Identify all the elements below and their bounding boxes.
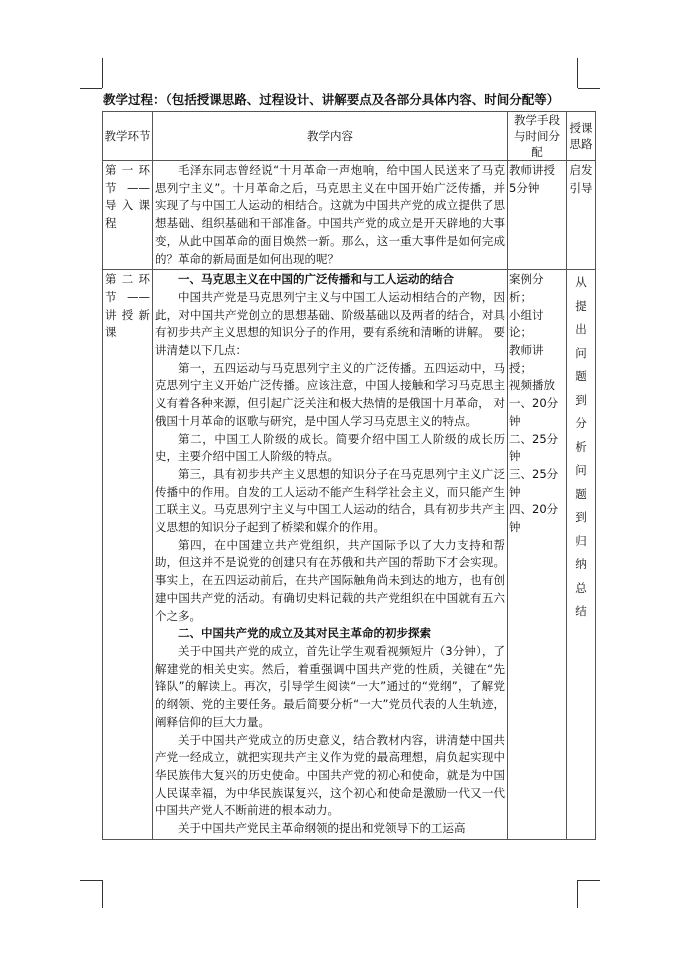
content-paragraph: 中国共产党是马克思列宁主义与中国工人运动相结合的产物，因此，对中国共产党创立的思想基础、阶级基础以及两者的结合，对具有初步共产主义思想的知识分子的作用，要有系统和清晰的讲解。 要讲清楚以下几点： (155, 289, 505, 358)
crop-mark-top-right-v (577, 58, 578, 88)
header-means: 教学手段与时间分配 (508, 112, 567, 161)
header-content: 教学内容 (153, 112, 508, 161)
content-subheading: 二、中国共产党的成立及其对民主革命的初步探索 (178, 626, 431, 641)
means-cell (508, 270, 567, 840)
content-paragraph: 毛泽东同志曾经说“十月革命一声炮响，给中国人民送来了马克思列宁主义”。十月革命之后，马克思主义在中国开始广泛传播，并实现了与中国工人运动的相结合。这就为中国共产党的成立提供了思想基础、组织基础和干部准备。中国共产党的成立是开天辟地的大事变，从此中国革命的面目焕然一新。那么，这一重大事件是如何完成的？革命的新局面是如何出现的呢？ (155, 163, 505, 266)
means-line: 教师讲授 (509, 163, 555, 177)
crop-mark-bottom-left-v (102, 880, 103, 908)
content-paragraph: 第二，中国工人阶级的成长。简要介绍中国工人阶级的成长历史，主要介绍中国工人阶级的特点。 (155, 431, 505, 464)
idea-text: 从提出问题到分析问题到归纳总结 (575, 275, 587, 619)
means-line: 一、20分钟 (509, 396, 559, 428)
content-cell (153, 161, 508, 270)
crop-mark-top-left-v (102, 58, 103, 88)
means-line: 小组讨论； (509, 307, 544, 340)
content-paragraph: 关于中国共产党民主革命纲领的提出和党领导下的工运高 (178, 821, 466, 836)
crop-mark-top-left-h (80, 88, 102, 89)
content-cell (153, 270, 508, 840)
means-cell (508, 161, 567, 270)
stage-cell: 第一环节——导入课程 (103, 161, 153, 270)
idea-text: 启发引导 (569, 163, 593, 195)
header-row (103, 112, 596, 161)
header-stage: 教学环节 (103, 112, 153, 161)
stage-cell: 第二环节——讲授新课 (103, 270, 153, 840)
idea-cell (567, 161, 596, 270)
means-line: 四、20分钟 (509, 502, 559, 535)
means-line: 视频播放 (509, 378, 555, 393)
content-subheading: 一、马克思主义在中国的广泛传播和与工人运动的结合 (178, 272, 454, 287)
content-paragraph: 第一，五四运动与马克思列宁主义的广泛传播。五四运动中，马克思列宁主义开始广泛传播。应该注意，中国人接触和学习马克思主义有着各种来源，但引起广泛关注和极大热情的是俄国十月革命， 对俄国十月革命的讴歌与研究，是中国人学习马克思主义的特点。 (155, 360, 505, 428)
content-paragraph: 关于中国共产党成立的历史意义，结合教材内容，讲清楚中国共产党一经成立，就把实现共产主义作为党的最高理想，肩负起实现中华民族伟大复兴的历史使命。中国共产党的初心和使命，就是为中国人民谋幸福，为中华民族谋复兴，这个初心和使命是激励一代又一代中国共产党人不断前进的根本动力。 (155, 732, 505, 818)
idea-cell (567, 270, 596, 840)
lesson-table (102, 111, 596, 840)
section-heading: 教学过程：（包括授课思路、过程设计、讲解要点及各部分具体内容、时间分配等） (103, 92, 560, 107)
crop-mark-top-right-h (578, 88, 600, 89)
means-line: 5分钟 (509, 180, 540, 195)
table-row (103, 270, 596, 840)
crop-mark-bottom-right-v (577, 880, 578, 908)
means-line: 二、25分钟 (509, 431, 559, 464)
crop-mark-bottom-right-h (578, 880, 600, 881)
crop-mark-bottom-left-h (80, 880, 102, 881)
means-line: 案例分析； (509, 272, 544, 304)
content-paragraph: 第四，在中国建立共产党组织，共产国际予以了大力支持和帮助，但这并不是说党的创建只有在苏俄和共产国的帮助下才会实现。事实上，在五四运动前后，在共产国际触角尚未到达的地方，也有创建中国共产党的活动。有确切史料记载的共产党组织在中国就有五六个之多。 (155, 537, 505, 623)
table-row (103, 161, 596, 270)
content-paragraph: 第三，具有初步共产主义思想的知识分子在马克思列宁主义广泛传播中的作用。自发的工人运动不能产生科学社会主义，而只能产生工联主义。马克思列宁主义与中国工人运动的结合，具有初步共产主义思想的知识分子起到了桥梁和媒介的作用。 (155, 466, 505, 535)
header-idea: 授课思路 (567, 112, 596, 161)
means-line: 三、25分钟 (509, 466, 559, 499)
content-paragraph: 关于中国共产党的成立，首先让学生观看视频短片（3分钟），了解建党的相关史实。然后，着重强调中国共产党的性质，关键在“先锋队”的解读上。再次，引导学生阅读“一大”通过的“党纲”，了解党的纲领、党的主要任务。最后简要分析“一大”党员代表的人生轨迹，阐释信仰的巨大力量。 (155, 643, 505, 729)
means-line: 教师讲授； (509, 343, 544, 375)
